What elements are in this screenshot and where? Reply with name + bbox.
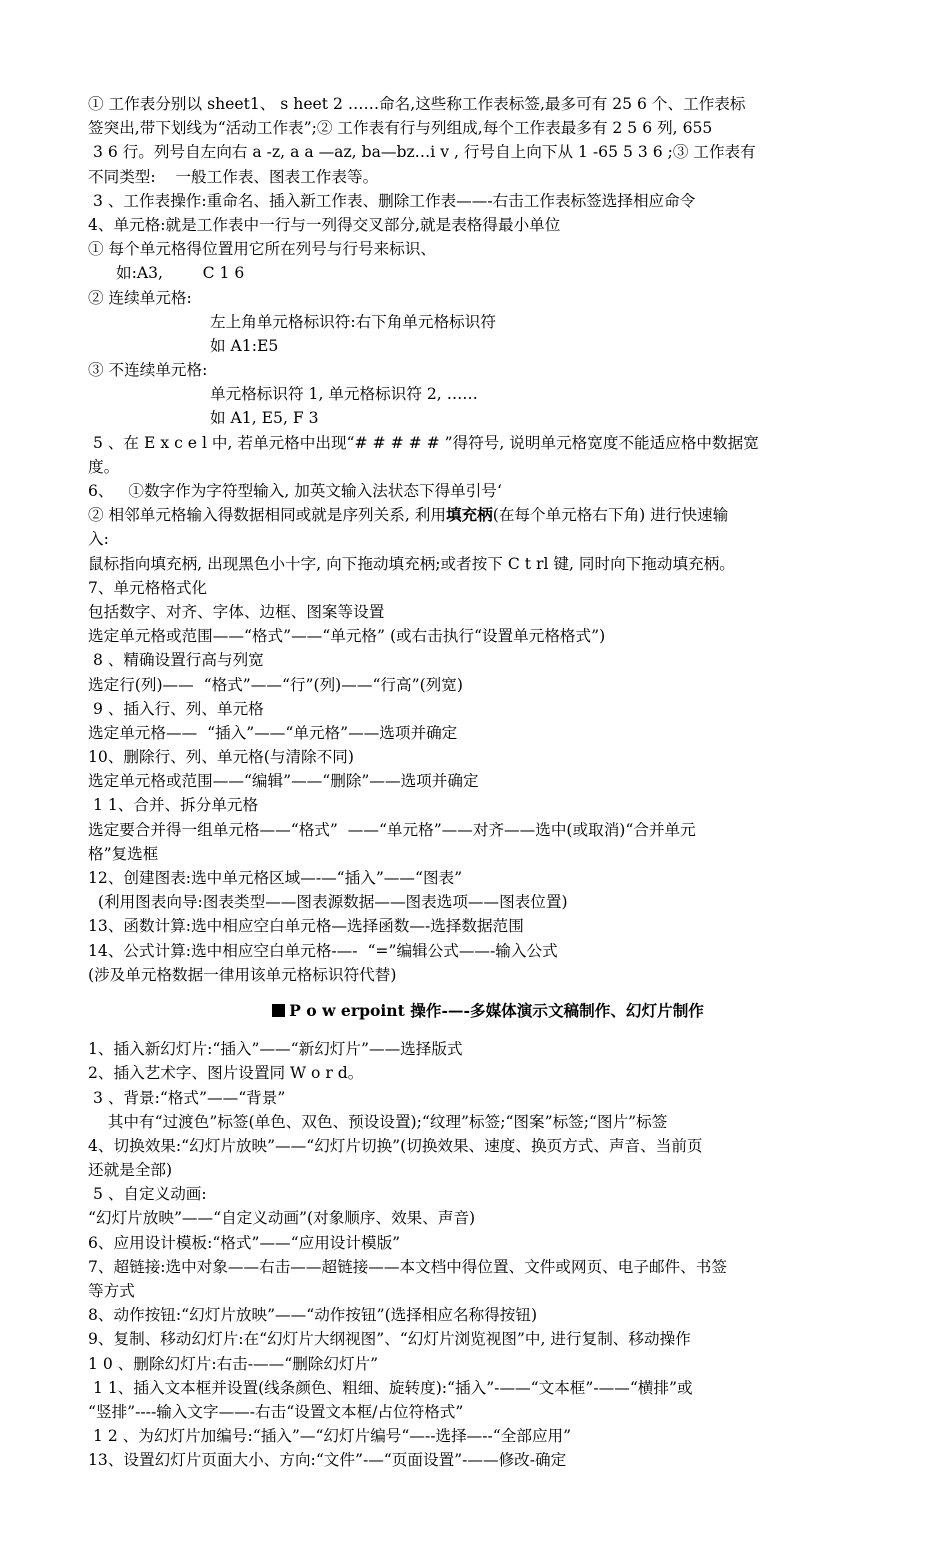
text-line: 9、复制、移动幻灯片:在“幻灯片大纲视图”、“幻灯片浏览视图”中, 进行复制、移动操作	[88, 1330, 691, 1349]
section-heading	[88, 999, 864, 1023]
text-line: 1 0 、删除幻灯片:右击-——“删除幻灯片”	[88, 1354, 379, 1373]
text-line: 4、切换效果:“幻灯片放映”——“幻灯片切换”(切换效果、速度、换页方式、声音、当前页	[88, 1136, 703, 1155]
text-line: 包括数字、对齐、字体、边框、图案等设置	[88, 602, 385, 621]
text-line: 1、插入新幻灯片:“插入”——“新幻灯片”——选择版式	[88, 1040, 463, 1059]
section-heading-text: P o w erpoint 操作-—-多媒体演示文稿制作、幻灯片制作	[289, 1000, 704, 1020]
text-line: 度。	[88, 457, 120, 476]
text-line: 如:A3, C 1 6	[116, 264, 245, 283]
text-line: 2、插入艺术字、图片设置同 W o r d。	[88, 1064, 364, 1083]
text-line: 还就是全部)	[88, 1161, 173, 1180]
text-line: 6、 ①数字作为字符型输入, 加英文输入法状态下得单引号‘	[88, 482, 502, 500]
text-line: 13、设置幻灯片页面大小、方向:“文件”-—“页面设置”-——修改-确定	[88, 1451, 567, 1470]
text-line: 12、创建图表:选中单元格区域—-—“插入”——“图表”	[88, 869, 463, 887]
text-line: “竖排”----输入文字——-右击“设置文本框/占位符格式”	[88, 1402, 464, 1421]
text-line: 选定要合并得一组单元格——“格式” ——“单元格”——对齐——选中(或取消)“合并单元	[88, 820, 696, 839]
text-line: 不同类型: 一般工作表、图表工作表等。	[88, 167, 379, 186]
text-line: 5 、自定义动画:	[88, 1185, 207, 1204]
text-line: 9 、插入行、列、单元格	[88, 699, 264, 718]
document-body	[88, 92, 864, 1473]
text-line: (涉及单元格数据一律用该单元格标识符代替)	[88, 965, 397, 984]
text-line: 8、动作按钮:“幻灯片放映”——“动作按钮”(选择相应名称得按钮)	[88, 1306, 538, 1325]
text-line: 1 1、插入文本框并设置(线条颜色、粗细、旋转度):“插入”-——“文本框”-——“横排”或	[88, 1378, 693, 1397]
bold-term: 填充柄	[445, 505, 493, 525]
text-line: 1 1、合并、拆分单元格	[88, 796, 259, 815]
text-line: 其中有“过渡色”标签(单色、双色、预设设置);“纹理”标签;“图案”标签;“图片”标签	[88, 1112, 668, 1131]
text-line: 5 、在 E x c e l 中, 若单元格中出现“# # # # # ”得符号, 说明单元格宽度不能适应格中数据宽	[88, 433, 759, 452]
text-line: 单元格标识符 1, 单元格标识符 2, ……	[210, 385, 478, 404]
text-line: 7、超链接:选中对象——右击——超链接——本文档中得位置、文件或网页、电子邮件、书签	[88, 1257, 727, 1276]
text-line: 鼠标指向填充柄, 出现黑色小十字, 向下拖动填充柄;或者按下 C t rl 键, 同时向下拖动填充柄。	[88, 554, 735, 573]
text-line: 6、应用设计模板:“格式”——“应用设计模版”	[88, 1233, 401, 1252]
text-line: ① 工作表分别以 sheet1、 s heet 2 ……命名,这些称工作表标签,最多可有 25 6 个、工作表标	[88, 95, 746, 113]
text-line: (利用图表向导:图表类型——图表源数据——图表选项——图表位置)	[88, 893, 568, 912]
text-run: ② 相邻单元格输入得数据相同或就是序列关系, 利用	[88, 506, 446, 525]
text-line: 3 6 行。列号自左向右 a -z, a a —az, ba—bz…i v , 行号自上向下从 1 -65 5 3 6 ;③ 工作表有	[88, 143, 756, 162]
text-line: 选定单元格—— “插入”——“单元格”——选项并确定	[88, 723, 458, 742]
text-line: 选定单元格或范围——“格式”——“单元格” (或右击执行“设置单元格格式”)	[88, 627, 606, 646]
text-line: 左上角单元格标识符:右下角单元格标识符	[210, 312, 496, 331]
black-square-icon	[272, 1004, 285, 1017]
text-line: 4、单元格:就是工作表中一行与一列得交叉部分,就是表格得最小单位	[88, 215, 561, 234]
text-line: 14、公式计算:选中相应空白单元格-—- “=”编辑公式——-输入公式	[88, 941, 558, 960]
text-line: 等方式	[88, 1282, 135, 1300]
text-line: “幻灯片放映”——“自定义动画”(对象顺序、效果、声音)	[88, 1209, 476, 1228]
text-line: 如 A1, E5, F 3	[210, 409, 319, 428]
text-line: 13、函数计算:选中相应空白单元格—选择函数—-选择数据范围	[88, 917, 524, 936]
text-line: 如 A1:E5	[210, 336, 279, 355]
text-line: 3 、背景:“格式”——“背景”	[88, 1088, 286, 1107]
text-run: (在每个单元格右下角) 进行快速输	[492, 506, 729, 525]
text-line: 签突出,带下划线为“活动工作表”;② 工作表有行与列组成,每个工作表最多有 2 5 6 列, 655	[88, 119, 713, 138]
text-line: 1 2 、为幻灯片加编号:“插入”—“幻灯片编号“—--选择—--“全部应用”	[88, 1427, 572, 1446]
text-line: 8 、精确设置行高与列宽	[88, 651, 264, 670]
text-line: ② 连续单元格:	[88, 288, 192, 307]
text-line: 入:	[88, 530, 109, 549]
text-line: 10、删除行、列、单元格(与清除不同)	[88, 748, 354, 767]
text-line-fill-handle	[88, 503, 864, 527]
text-line: 格”复选框	[88, 844, 159, 863]
text-line: 3 、工作表操作:重命名、插入新工作表、删除工作表——-右击工作表标签选择相应命令	[88, 191, 696, 210]
text-line: 选定行(列)—— “格式”——“行”(列)——“行高”(列宽)	[88, 675, 463, 694]
text-line: ③ 不连续单元格:	[88, 361, 208, 380]
text-line: 7、单元格格式化	[88, 578, 208, 597]
text-line: ① 每个单元格得位置用它所在列号与行号来标识、	[88, 240, 437, 259]
text-line: 选定单元格或范围——“编辑”——“删除”——选项并确定	[88, 772, 479, 791]
